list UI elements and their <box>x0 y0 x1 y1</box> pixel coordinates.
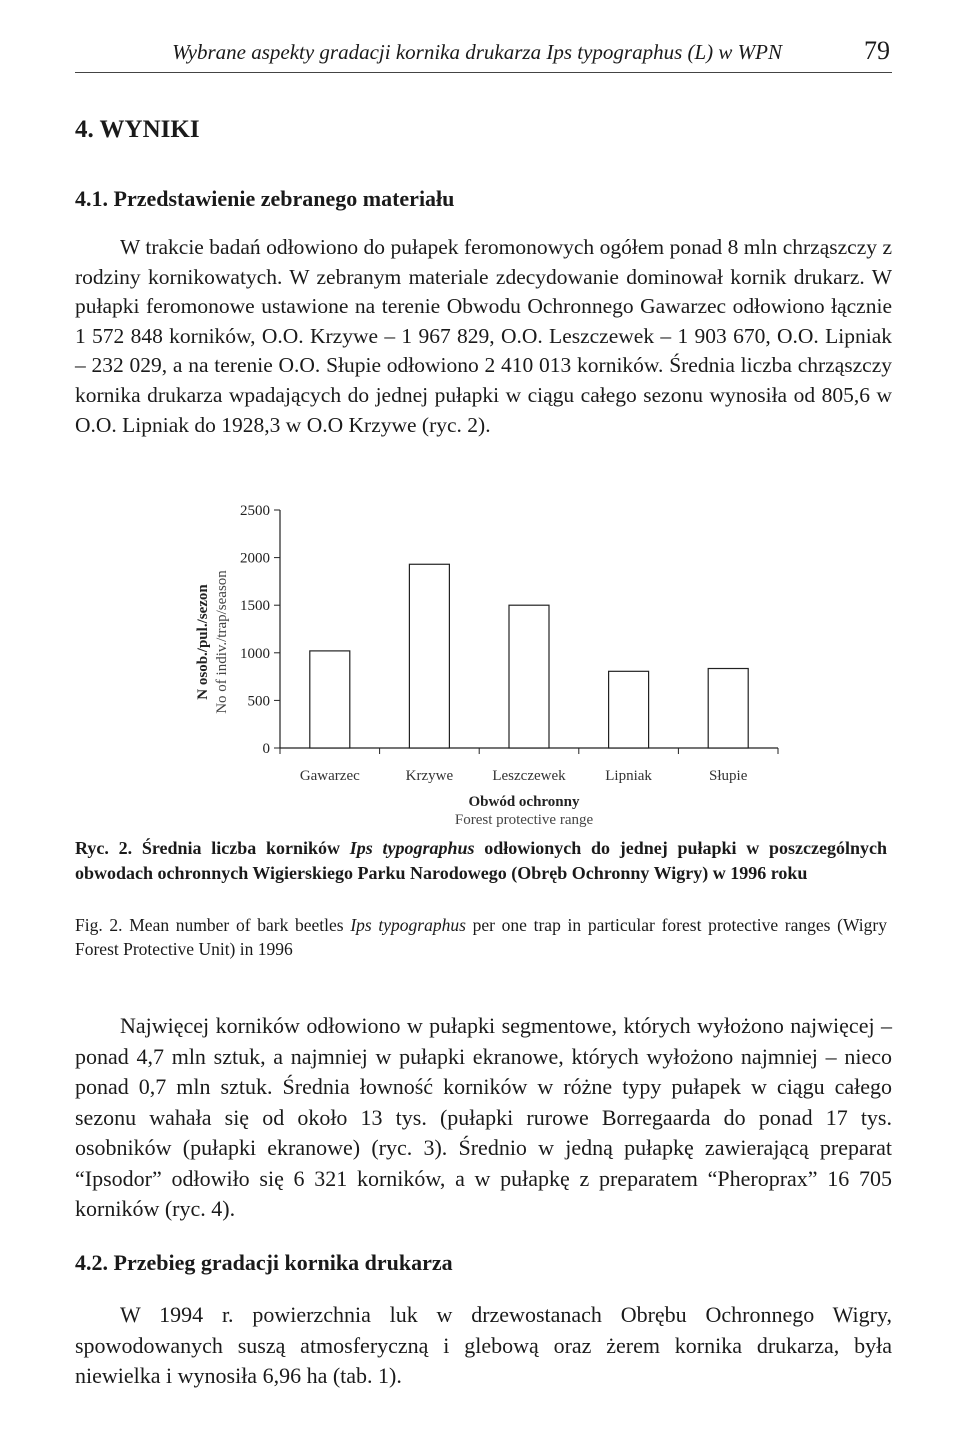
y-tick-label: 2500 <box>240 503 270 519</box>
caption-en-species: Ips typographus <box>350 915 466 935</box>
x-category-label: Gawarzec <box>299 768 360 784</box>
subsection-title-4-1: 4.1. Przedstawienie zebranego materiału <box>75 186 455 211</box>
x-category-label: Słupie <box>709 768 748 784</box>
section-title: 4. WYNIKI <box>75 116 200 143</box>
bar-krzywe <box>409 564 449 748</box>
paragraph-results-intro: W trakcie badań odłowiono do pułapek feromonowych ogółem ponad 8 mln chrząszczy z rodziny kornikowatych. W zebranym materiale zdecydowanie dominował kornik drukarz. W pułapki feromonowe ustawione na terenie Obwodu Ochronnego Gawarzec odłowiono łącznie 1 572 848 korników, O.O. Krzywe – 1 967 829, O.O. Leszczewek – 1 903 670, O.O. Lipniak – 232 029, a na terenie O.O. Słupie odłowiono 2 410 013 korników. Średnia liczba chrząszczy kornika drukarza wpadających do jednej pułapki w ciągu całego sezonu wynosiła od 805,6 w O.O. Lipniak do 1928,3 w O.O Krzywe (ryc. 2). <box>75 235 892 437</box>
y-tick-label: 1000 <box>240 645 270 662</box>
x-category-label: Krzywe <box>405 768 454 784</box>
x-axis-title-en: Forest protective range <box>454 812 594 828</box>
y-tick-label: 500 <box>247 693 270 710</box>
figure-caption-pl <box>75 836 887 885</box>
y-tick-label: 0 <box>262 741 270 757</box>
bar-lipniak <box>609 671 649 748</box>
caption-en-suffix: per one trap in particular forest protective ranges (Wigry Forest Protective Unit) in 1996 <box>75 915 888 959</box>
paragraph-gradation: W 1994 r. powierzchnia luk w drzewostanach Obrębu Ochronnego Wigry, spowodowanych suszą atmosferyczną i glebową oraz żerem kornika drukarza, była niewielka i wynosiła 6,96 ha (tab. 1). <box>75 1302 892 1388</box>
bar-gawarzec <box>310 651 350 748</box>
x-category-label: Leszczewek <box>492 768 566 784</box>
figure-caption-en <box>75 913 887 961</box>
caption-en-prefix: Fig. 2. Mean number of bark beetles <box>75 915 351 935</box>
page-number: 79 <box>864 36 890 65</box>
subsection-title-4-2: 4.2. Przebieg gradacji kornika drukarza <box>75 1250 453 1275</box>
running-header <box>75 36 892 73</box>
caption-pl-suffix: odłowionych do jednej pułapki w poszczególnych obwodach ochronnych Wigierskiego Parku Narodowego (Obręb Ochronny Wigry) w 1996 roku <box>75 838 888 883</box>
bar-chart <box>180 490 800 830</box>
y-axis-title-en: No of indiv./trap/season <box>214 570 230 714</box>
y-axis-title: N osob./pul./sezon <box>195 584 211 700</box>
caption-pl-species: Ips typographus <box>349 838 475 858</box>
caption-pl-prefix: Ryc. 2. Średnia liczba korników <box>75 838 350 858</box>
bar-słupie <box>708 669 748 748</box>
figure-chart <box>180 490 800 830</box>
y-tick-label: 2000 <box>240 550 270 567</box>
x-axis-title: Obwód ochronny <box>468 794 580 810</box>
running-title: Wybrane aspekty gradacji kornika drukarza Ips typographus (L) w WPN <box>172 40 782 64</box>
y-tick-label: 1500 <box>240 598 270 615</box>
paragraph-trap-types: Najwięcej korników odłowiono w pułapki segmentowe, których wyłożono najwięcej – ponad 4,7 mln sztuk, a najmniej w pułapki ekranowe, których wyłożono najmniej – nieco ponad 0,7 mln sztuk. Średnia łowność korników w różne typy pułapek w ciągu całego sezonu wahała się od około 13 tys. (pułapki rurowe Borregaarda do ponad 17 tys. osobników (pułapki ekranowe) (ryc. 3). Średnio w jedną pułapkę zawierającą preparat “Ipsodor” odłowiło się 6 321 korników, a w pułapkę z preparatem “Pheroprax” 16 705 korników (ryc. 4). <box>75 1013 892 1221</box>
x-category-label: Lipniak <box>605 768 652 784</box>
bar-leszczewek <box>509 605 549 748</box>
